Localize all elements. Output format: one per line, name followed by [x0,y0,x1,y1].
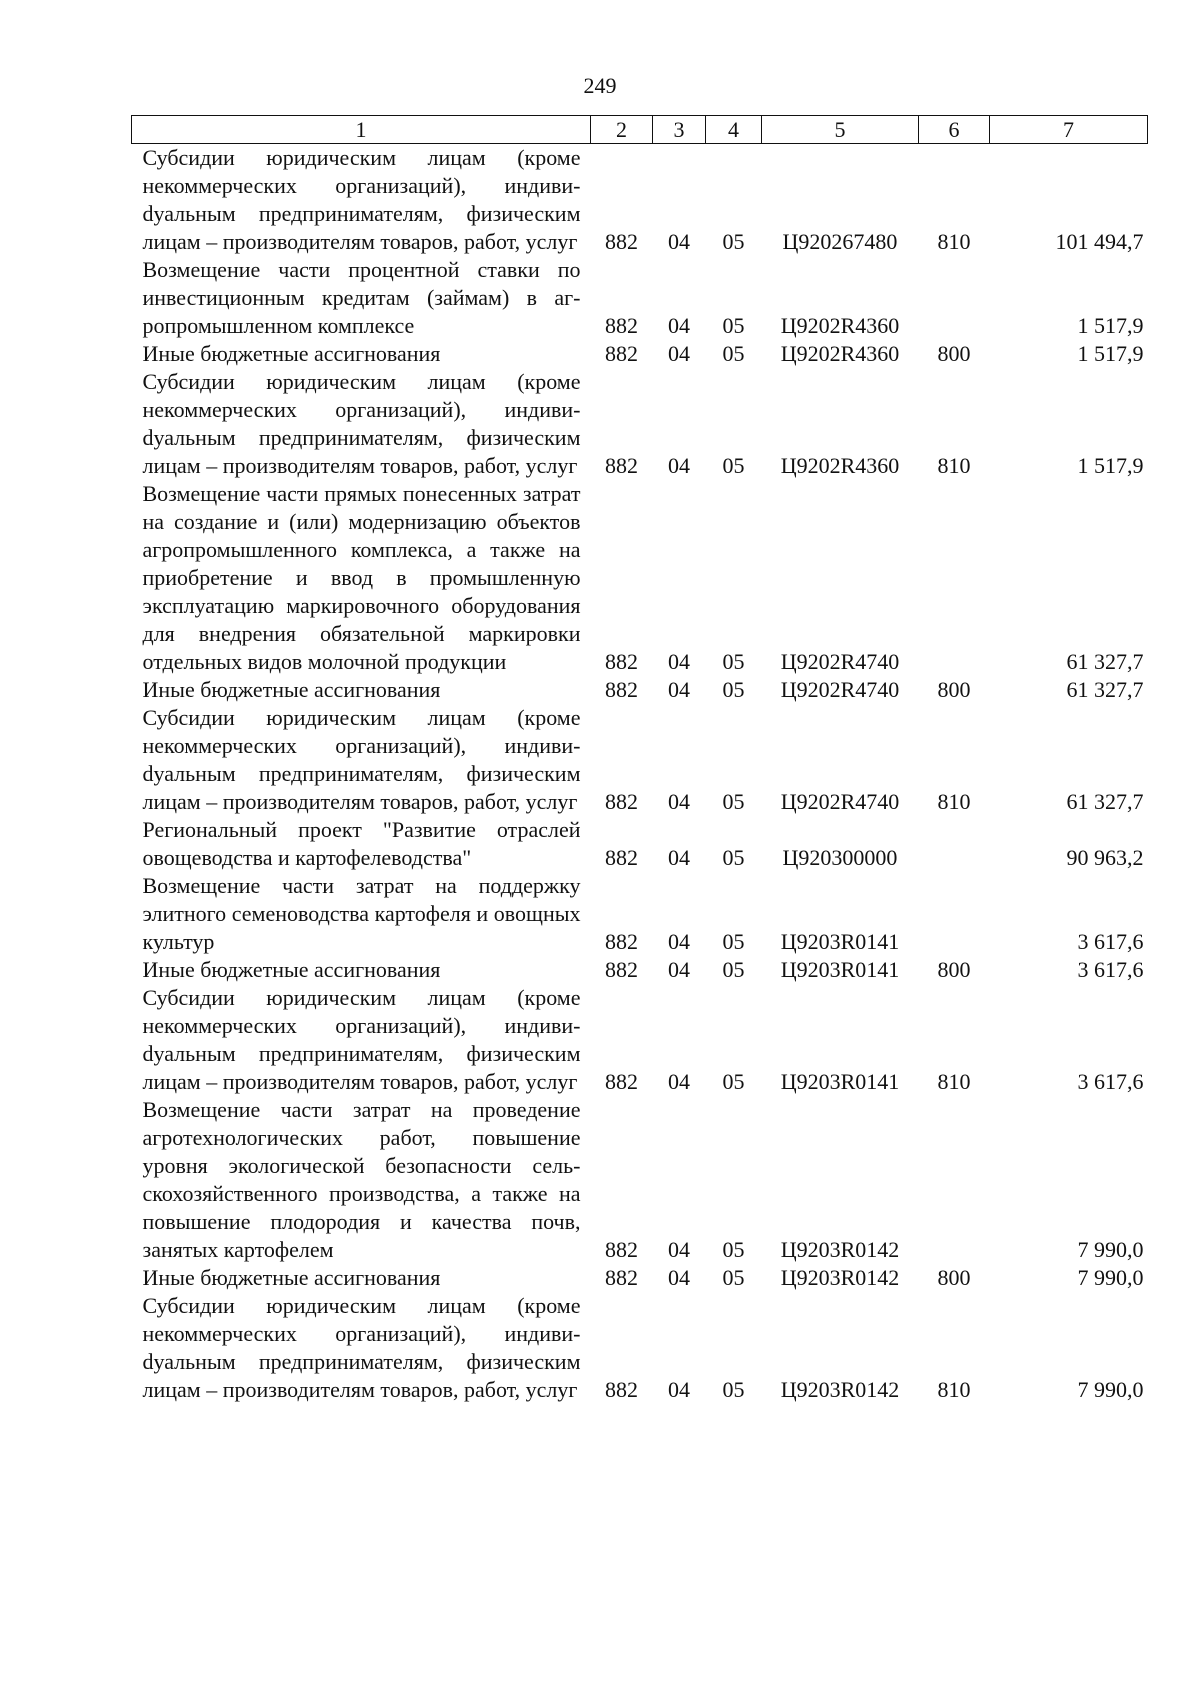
header-col-3: 3 [653,116,706,144]
row-col-2: 882 [605,453,638,478]
table-row [132,340,1148,368]
row-col-5: Ц920300000 [782,845,898,870]
header-col-1: 1 [132,116,591,144]
row-amount: 61 327,7 [1066,649,1144,674]
row-col-3: 04 [668,229,690,254]
row-col-3: 04 [668,929,690,954]
row-col-6: 810 [937,789,971,814]
row-col-5: Ц9203R0142 [780,1377,900,1402]
row-col-6: 800 [937,341,971,366]
row-col-5: Ц9202R4740 [780,789,900,814]
row-col-3: 04 [668,789,690,814]
row-name: Субсидии юридическим лицам (кроме некоммерческих организаций), индивиdуальным предпринимателям, физическим лицам – производителям товаров, работ, услуг [142,145,581,254]
row-col-6: 800 [937,957,971,982]
row-col-3: 04 [668,677,690,702]
row-name: Иные бюджетные ассигнования [142,1265,441,1290]
table-row [132,480,1148,676]
row-col-2: 882 [605,1265,638,1290]
row-name: Субсидии юридическим лицам (кроме некоммерческих организаций), индивиdуальным предпринимателям, физическим лицам – производителям товаров, работ, услуг [142,705,581,814]
budget-table [131,115,1148,1404]
row-col-5: Ц9202R4360 [780,313,900,338]
row-col-6: 810 [937,1069,971,1094]
row-col-3: 04 [668,957,690,982]
row-col-3: 04 [668,1265,690,1290]
row-amount: 3 617,6 [1077,1069,1144,1094]
row-col-2: 882 [605,677,638,702]
row-amount: 1 517,9 [1077,453,1144,478]
row-col-2: 882 [605,957,638,982]
row-amount: 7 990,0 [1077,1265,1144,1290]
table-row [132,256,1148,340]
row-name: Возмещение части затрат на проведение агротехнологических работ, повышение уровня экологической безопасности сельскохозяйственного производства, а также на повышение плодородия и качества почв, занятых картофелем [142,1097,581,1262]
row-name: Субсидии юридическим лицам (кроме некоммерческих организаций), индивиdуальным предпринимателям, физическим лицам – производителям товаров, работ, услуг [142,1293,581,1402]
row-col-4: 05 [722,1265,745,1290]
table-row [132,1096,1148,1264]
row-col-4: 05 [722,1377,745,1402]
row-amount: 3 617,6 [1077,957,1144,982]
row-col-3: 04 [668,313,690,338]
table-row [132,368,1148,480]
row-col-2: 882 [605,845,638,870]
row-col-5: Ц9202R4360 [780,341,900,366]
row-col-2: 882 [605,649,638,674]
row-col-5: Ц9202R4360 [780,453,900,478]
row-name: Возмещение части затрат на поддержку элитного семеноводства картофеля и овощных культур [142,873,581,954]
row-amount: 90 963,2 [1066,845,1144,870]
row-name: Субсидии юридическим лицам (кроме некоммерческих организаций), индивиdуальным предпринимателям, физическим лицам – производителям товаров, работ, услуг [142,985,581,1094]
table-row [132,956,1148,984]
row-name: Иные бюджетные ассигнования [142,677,441,702]
row-col-5: Ц9203R0142 [780,1237,900,1262]
table-row [132,816,1148,872]
row-col-4: 05 [722,453,745,478]
row-col-2: 882 [605,929,638,954]
row-amount: 1 517,9 [1077,313,1144,338]
table-row [132,1264,1148,1292]
row-col-4: 05 [722,789,745,814]
row-col-2: 882 [605,1237,638,1262]
row-col-3: 04 [668,1237,690,1262]
row-amount: 101 494,7 [1055,229,1144,254]
row-name: Региональный проект "Развитие отраслей овощеводства и картофелеводства" [142,817,581,870]
row-col-2: 882 [605,1069,638,1094]
row-name: Иные бюджетные ассигнования [142,957,441,982]
row-col-5: Ц9202R4740 [780,649,900,674]
row-col-6 [919,872,990,956]
row-col-5: Ц9203R0141 [780,929,900,954]
row-col-4: 05 [722,1069,745,1094]
header-col-4: 4 [706,116,762,144]
row-col-6 [919,480,990,676]
row-col-3: 04 [668,649,690,674]
table-header [132,116,1148,144]
row-name: Возмещение части процентной ставки по инвестиционным кредитам (займам) в агропромышленном комплексе [142,257,581,338]
table-row [132,676,1148,704]
row-amount: 7 990,0 [1077,1377,1144,1402]
row-amount: 61 327,7 [1066,677,1144,702]
row-col-5: Ц9203R0141 [780,957,900,982]
row-col-4: 05 [722,649,745,674]
row-col-2: 882 [605,229,638,254]
row-amount: 3 617,6 [1077,929,1144,954]
table-row [132,704,1148,816]
row-name: Иные бюджетные ассигнования [142,341,441,366]
row-name: Возмещение части прямых понесенных затрат на создание и (или) модернизацию объектов агропромышленного комплекса, а также на приобретение и ввод в промышленную эксплуатацию маркировочного оборудования для внедрения обязательной маркировки отдельных видов молочной продукции [142,481,581,674]
row-col-2: 882 [605,341,638,366]
row-col-4: 05 [722,845,745,870]
row-col-3: 04 [668,1069,690,1094]
table-body [132,144,1148,1405]
row-col-6: 810 [937,1377,971,1402]
row-col-2: 882 [605,789,638,814]
row-col-5: Ц9203R0141 [780,1069,900,1094]
row-col-2: 882 [605,1377,638,1402]
table-row [132,1292,1148,1404]
row-col-4: 05 [722,929,745,954]
row-col-6: 800 [937,677,971,702]
row-amount: 61 327,7 [1066,789,1144,814]
row-col-5: Ц920267480 [782,229,898,254]
row-amount: 7 990,0 [1077,1237,1144,1262]
row-col-6: 800 [937,1265,971,1290]
row-col-3: 04 [668,341,690,366]
page-number: 249 [583,73,617,98]
table-row [132,872,1148,956]
row-amount: 1 517,9 [1077,341,1144,366]
table-row [132,144,1148,257]
header-col-5: 5 [762,116,919,144]
table-row [132,984,1148,1096]
row-col-6 [919,816,990,872]
row-col-4: 05 [722,229,745,254]
header-row [132,116,1148,144]
row-name: Субсидии юридическим лицам (кроме некоммерческих организаций), индивиdуальным предпринимателям, физическим лицам – производителям товаров, работ, услуг [142,369,581,478]
row-col-3: 04 [668,845,690,870]
row-col-6: 810 [937,229,971,254]
row-col-6 [919,256,990,340]
row-col-2: 882 [605,313,638,338]
header-col-7: 7 [990,116,1148,144]
row-col-4: 05 [722,341,745,366]
row-col-4: 05 [722,313,745,338]
row-col-4: 05 [722,1237,745,1262]
header-col-6: 6 [919,116,990,144]
row-col-4: 05 [722,957,745,982]
row-col-3: 04 [668,1377,690,1402]
row-col-5: Ц9203R0142 [780,1265,900,1290]
row-col-3: 04 [668,453,690,478]
row-col-5: Ц9202R4740 [780,677,900,702]
row-col-6: 810 [937,453,971,478]
header-col-2: 2 [591,116,653,144]
row-col-6 [919,1096,990,1264]
row-col-4: 05 [722,677,745,702]
